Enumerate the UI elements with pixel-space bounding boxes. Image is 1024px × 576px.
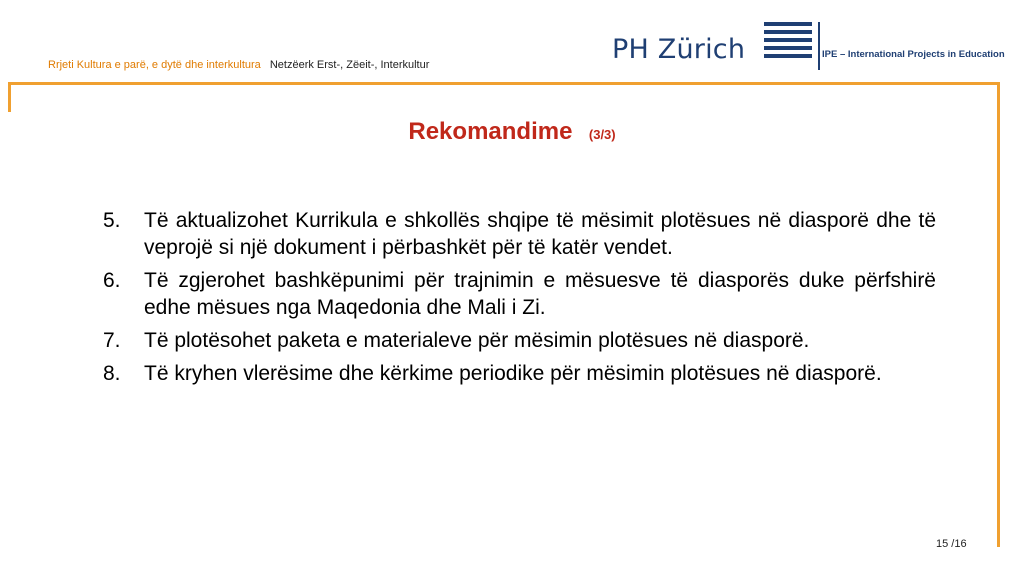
header-network-label xyxy=(48,59,429,71)
list-item-text: Të zgjerohet bashkëpunimi për trajnimin e mësuesve të diasporës duke përfshirë edhe mësues nga Maqedonia dhe Mali i Zi. xyxy=(144,269,936,319)
slide-title-main: Rekomandime xyxy=(408,118,573,145)
frame-line-top xyxy=(8,82,1000,85)
list-item-number: 7. xyxy=(103,329,121,352)
list-item xyxy=(103,267,936,321)
network-label-sq: Rrjeti Kultura e parë, e dytë dhe interkultura xyxy=(48,59,261,71)
slide-title xyxy=(0,118,1024,146)
list-item xyxy=(103,360,936,387)
logo-subtitle: IPE – International Projects in Education xyxy=(822,49,1005,60)
list-item xyxy=(103,327,936,354)
ph-zurich-logo-text: PH Zürich xyxy=(612,34,746,65)
frame-line-left xyxy=(8,82,11,112)
page-number: 15 /16 xyxy=(936,538,967,550)
slide-title-suffix: (3/3) xyxy=(588,127,616,142)
network-label-de: Netzëerk Erst-, Zëeit-, Interkultur xyxy=(269,59,430,71)
frame-line-right xyxy=(997,82,1000,547)
list-item-number: 5. xyxy=(103,209,121,232)
list-item xyxy=(103,207,936,261)
list-item-number: 6. xyxy=(103,269,121,292)
list-item-text: Të aktualizohet Kurrikula e shkollës shqipe të mësimit plotësues në diasporë dhe të veprojë si një dokument i përbashkët për të katër vendet. xyxy=(144,209,936,259)
list-item-text: Të kryhen vlerësime dhe kërkime periodike për mësimin plotësues në diasporë. xyxy=(144,362,882,385)
ph-zurich-logo-icon xyxy=(764,22,812,62)
logo-divider xyxy=(818,22,820,70)
list-item-number: 8. xyxy=(103,362,121,385)
recommendation-list xyxy=(103,207,936,393)
list-item-text: Të plotësohet paketa e materialeve për mësimin plotësues në diasporë. xyxy=(144,329,810,352)
